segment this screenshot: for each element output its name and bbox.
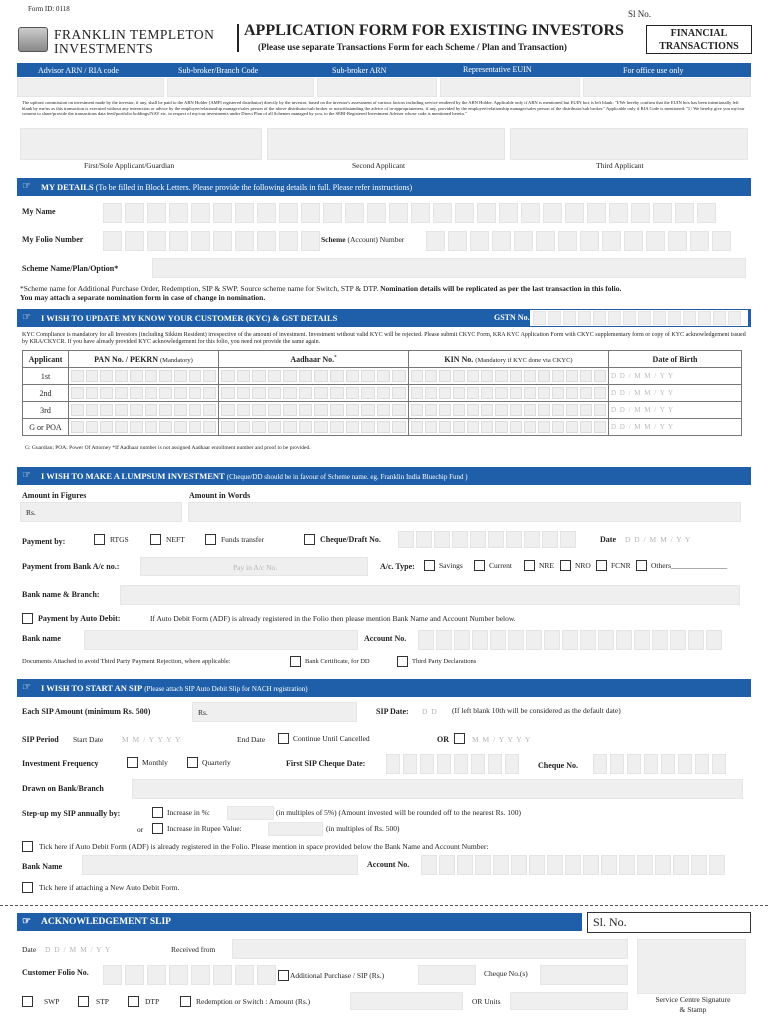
my-details-footnote2: You may attach a separate nomination form in case of change in nomination. [20, 293, 266, 302]
scheme-plan-field[interactable] [152, 258, 746, 278]
drawn-on-field[interactable] [132, 779, 743, 799]
financial-transactions-box [646, 25, 752, 54]
folio-boxes[interactable] [103, 231, 320, 251]
cut-line [0, 905, 768, 906]
sign-third-field[interactable] [510, 128, 748, 160]
scheme-bold: Scheme [321, 235, 346, 244]
kyc-col-kin-sub: (Mandatory if KYC done via CKYC) [475, 356, 573, 364]
col-subbroker-branch: Sub-broker/Branch Code [178, 66, 259, 75]
folio-label: My Folio Number [22, 235, 84, 244]
swp-checkbox[interactable] [22, 996, 33, 1007]
my-details-footnote1 [20, 284, 621, 293]
pay-account-placeholder: Pay in A/c No. [233, 563, 278, 572]
subbroker-arn-field[interactable] [317, 78, 437, 97]
sip-cheque-no-label: Cheque No. [538, 761, 579, 770]
col-euin: Representative EUIN [463, 65, 532, 74]
increase-pct-note: (in multiples of 5%) (Amount invested will be rounded off to the nearest Rs. 100) [276, 808, 522, 817]
kyc-note: KYC Compliance is mandatory for all Investors (including Sikkim Resident) irrespective of the amount of investment. Investment without valid KYC will be rejected. Please submit CKYC Form, KRA KYC Application Form with CKYC supplementary form or copy of KYC acknowledgement issued by KRA/CKYCR. If you have already provided KYC acknowledgement for this folio, you need not provide the same again. [22, 332, 746, 345]
col-subbroker-arn: Sub-broker ARN [332, 66, 387, 75]
sip-period-label: SIP Period [22, 735, 59, 744]
amount-words-field[interactable] [188, 502, 741, 522]
sip-note: (Please attach SIP Auto Debit Slip for NACH registration) [144, 685, 308, 693]
my-details-note: (To be filled in Block Letters. Please provide the following details in full. Please refer instructions) [95, 183, 413, 192]
increase-pct-label: Increase in %: [167, 808, 210, 817]
monthly-label: Monthly [142, 758, 168, 767]
gstn-boxes[interactable] [533, 311, 741, 325]
kin-field[interactable] [409, 402, 609, 419]
kyc-col-kin-text: KIN No. [444, 354, 474, 364]
current-checkbox[interactable] [474, 560, 485, 571]
bank-name-field[interactable] [84, 630, 358, 650]
monthly-checkbox[interactable] [127, 757, 138, 768]
sip-bank-name-field[interactable] [82, 855, 358, 875]
bank-cert-label: Bank Certificate, for DD [305, 658, 370, 665]
ack-folio-label: Customer Folio No. [22, 968, 89, 977]
my-details-header [17, 178, 751, 196]
ac-type-label: A/c. Type: [380, 562, 415, 571]
auto-debit-note: If Auto Debit Form (ADF) is already registered in the Folio then please mention Bank Name and Account Number below. [150, 614, 516, 623]
kyc-title: I WISH TO UPDATE MY KNOW YOUR CUSTOMER (KYC) & GST DETAILS [41, 313, 338, 323]
sign-third-label: Third Applicant [596, 161, 644, 170]
dob-field[interactable]: D D / M M / Y Y [609, 385, 742, 402]
kyc-row-label: 2nd [23, 385, 69, 402]
kyc-row-label: 3rd [23, 402, 69, 419]
auto-debit-label: Payment by Auto Debit: [38, 614, 121, 623]
quarterly-checkbox[interactable] [187, 757, 198, 768]
sip-date-note: (If left blank 10th will be considered as the default date) [452, 706, 621, 715]
pan-field[interactable] [69, 402, 219, 419]
continue-until-checkbox[interactable] [278, 733, 289, 744]
sign-second-field[interactable] [267, 128, 505, 160]
fcnr-checkbox[interactable] [596, 560, 607, 571]
scheme-rest: (Account) Number [345, 235, 405, 244]
sip-start-field[interactable]: M M / Y Y Y Y [122, 735, 182, 744]
sip-end-field[interactable]: M M / Y Y Y Y [472, 735, 532, 744]
broker-disclaimer: The upfront commission on investment made by the investor, if any, shall be paid to the ARN Holder (AMFI registered distributor) directly by the investor, based on the investor's assessment of various factors including service rendered by the ARN Holder. Applicable only if ARN is mentioned but EUIN box is left blank: "I/We hereby confirm that the EUIN box has been intentionally left blank by me/us as this transaction is executed without any interaction or advice by the employee/relationship manager/sales person of the above distributor/sub broker or notwithstanding the advice of in-appropriateness, if any, provided by the employee/relationship manager/sales person of the distributor/sub broker." Applicable only if RIA Code is mentioned: "I / We hereby give you my/our consent to share/provide the transactions data feed/portfolio holdings/NAV etc. in respect of my/our investments under Direct Plan of all Schemes managed by you, to the SEBI-Registered Investment Adviser whose code is mentioned herein." [22, 100, 745, 117]
redemption-label: Redemption or Switch : Amount (Rs.) [196, 997, 311, 1006]
first-cheque-date-boxes[interactable] [386, 754, 519, 774]
increase-pct-field[interactable] [227, 806, 274, 820]
advisor-arn-field[interactable] [17, 78, 164, 97]
stepup-label: Step-up my SIP annually by: [22, 809, 121, 818]
sign-first-label: First/Sole Applicant/Guardian [84, 161, 175, 170]
stp-checkbox[interactable] [78, 996, 89, 1007]
kyc-row-label: 1st [23, 368, 69, 385]
kyc-col-pan-text: PAN No. / PEKRN [94, 354, 158, 364]
hand-pointer-icon: ☞ [22, 682, 31, 693]
redemption-checkbox[interactable] [180, 996, 191, 1007]
service-centre-label [644, 995, 742, 1015]
ack-folio-boxes[interactable] [103, 965, 276, 985]
increase-rs-field[interactable] [268, 822, 323, 836]
my-name-label: My Name [22, 207, 56, 216]
amount-figures-label: Amount in Figures [22, 491, 87, 500]
frequency-label: Investment Frequency [22, 759, 99, 768]
lumpsum-note: (Cheque/DD should be in favour of Scheme name. eg. Franklin India Bluechip Fund ) [226, 473, 468, 481]
others-label: Others_______________ [651, 561, 728, 570]
table-row [23, 402, 742, 419]
lumpsum-title: I WISH TO MAKE A LUMPSUM INVESTMENT [41, 471, 225, 481]
nro-checkbox[interactable] [560, 560, 571, 571]
rs-prefix: Rs. [26, 508, 36, 517]
savings-label: Savings [439, 561, 463, 570]
hand-pointer-icon: ☞ [22, 181, 31, 192]
adf-registered-label: Tick here if Auto Debit Form (ADF) is already registered in the Folio. Please mention in space provided below the Bank Name and Account Number: [39, 842, 489, 851]
neft-label: NEFT [166, 535, 185, 544]
table-row [23, 419, 742, 436]
current-label: Current [489, 561, 512, 570]
payment-by-label: Payment by: [22, 537, 66, 546]
my-name-boxes[interactable] [103, 203, 716, 223]
dob-field[interactable]: D D / M M / Y Y [609, 368, 742, 385]
table-row [23, 368, 742, 385]
sl-no-label: Sl No. [628, 9, 652, 19]
rtgs-label: RTGS [110, 535, 129, 544]
sip-cheque-no-boxes[interactable] [593, 754, 726, 774]
hand-pointer-icon: ☞ [22, 470, 31, 481]
kyc-col-aadhaar: Aadhaar No.* [219, 351, 409, 368]
hand-pointer-icon: ☞ [22, 916, 31, 927]
ack-cheque-label: Cheque No.(s) [484, 969, 528, 978]
aadhaar-field[interactable] [219, 419, 409, 436]
logo-emblem-icon [18, 27, 48, 52]
bank-branch-label: Bank name & Branch: [22, 590, 100, 599]
col-advisor-arn: Advisor ARN / RIA code [38, 66, 119, 75]
third-party-label: Third Party Declarations [412, 658, 477, 665]
hand-pointer-icon: ☞ [22, 312, 31, 323]
ack-header [17, 913, 582, 931]
account-no-boxes[interactable] [418, 630, 722, 650]
aadhaar-field[interactable] [219, 385, 409, 402]
addl-purchase-field[interactable] [418, 965, 476, 985]
stp-label: STP [96, 997, 109, 1006]
kyc-col-kin [409, 351, 609, 368]
form-id: Form ID: 0118 [28, 5, 70, 13]
ack-cheque-field[interactable] [540, 965, 628, 985]
amount-words-label: Amount in Words [189, 491, 251, 500]
footnote1-text: *Scheme name for Additional Purchase Order, Redemption, SIP & SWP. Source scheme name for Switch, STP & DTP. [20, 284, 379, 293]
addl-purchase-label: Additional Purchase / SIP (Rs.) [290, 971, 385, 980]
third-party-checkbox[interactable] [397, 656, 408, 667]
aadhaar-field[interactable] [219, 402, 409, 419]
swp-label: SWP [44, 997, 60, 1006]
cheque-checkbox[interactable] [304, 534, 315, 545]
kyc-footnote: G: Guardian; POA: Power Of Attorney *If Aadhaar number is not assigned Aadhaar enrollment number and proof to be provided. [25, 445, 311, 451]
redemption-amount-field[interactable] [350, 992, 463, 1010]
box-line2: TRANSACTIONS [659, 41, 739, 52]
sip-date-label: SIP Date: [376, 707, 409, 716]
cheque-label: Cheque/Draft No. [320, 535, 381, 544]
logo-line2: INVESTMENTS [54, 41, 154, 56]
sip-bank-name-label: Bank Name [22, 862, 63, 871]
or-units-label: OR Units [472, 997, 501, 1006]
gstn-label: GSTN No. [480, 309, 530, 327]
kin-field[interactable] [409, 368, 609, 385]
subbroker-branch-field[interactable] [167, 78, 314, 97]
sip-amount-field[interactable] [192, 702, 357, 722]
cheque-no-boxes[interactable] [398, 531, 576, 548]
quarterly-label: Quarterly [202, 758, 231, 767]
sign-first-field[interactable] [20, 128, 262, 160]
col-office-use: For office use only [623, 66, 684, 75]
nre-checkbox[interactable] [524, 560, 535, 571]
sip-date-field[interactable]: D D [422, 707, 438, 716]
ack-date-label: Date [22, 945, 37, 954]
sip-title: I WISH TO START AN SIP [41, 683, 143, 693]
office-use-field[interactable] [583, 78, 751, 97]
pay-from-label: Payment from Bank A/c no.: [22, 562, 120, 571]
logo-line1: FRANKLIN TEMPLETON [54, 27, 215, 42]
adf-registered-checkbox[interactable] [22, 841, 33, 852]
dtp-checkbox[interactable] [128, 996, 139, 1007]
bank-name-label: Bank name [22, 634, 61, 643]
continue-until-label: Continue Until Cancelled [293, 734, 370, 743]
sip-account-no-boxes[interactable] [421, 855, 725, 875]
box-line1: FINANCIAL [670, 28, 728, 39]
pay-account-field[interactable] [140, 557, 368, 576]
kyc-row-label: G or POA [23, 419, 69, 436]
dtp-label: DTP [145, 997, 160, 1006]
pan-field[interactable] [69, 385, 219, 402]
service-centre-line1: Service Centre Signature [655, 995, 731, 1004]
aadhaar-field[interactable] [219, 368, 409, 385]
increase-rs-note: (in multiples of Rs. 500) [326, 824, 400, 833]
increase-rs-label: Increase in Rupee Value: [167, 824, 242, 833]
service-centre-line2: & Stamp [679, 1005, 707, 1014]
pan-field[interactable] [69, 419, 219, 436]
lumpsum-header [17, 467, 751, 485]
page-title: APPLICATION FORM FOR EXISTING INVESTORS [244, 22, 624, 39]
scheme-plan-label: Scheme Name/Plan/Option* [22, 264, 119, 273]
drawn-on-label: Drawn on Bank/Branch [22, 784, 104, 793]
addl-purchase-checkbox[interactable] [278, 970, 289, 981]
end-date-checkbox[interactable] [454, 733, 465, 744]
received-from-field[interactable] [232, 939, 628, 959]
savings-checkbox[interactable] [424, 560, 435, 571]
auto-debit-checkbox[interactable] [22, 613, 33, 624]
sign-second-label: Second Applicant [352, 161, 406, 170]
kin-field[interactable] [409, 419, 609, 436]
kyc-col-pan-sub: (Mandatory) [160, 356, 193, 364]
sip-header [17, 679, 751, 697]
rtgs-checkbox[interactable] [94, 534, 105, 545]
kin-field[interactable] [409, 385, 609, 402]
kyc-col-dob: Date of Birth [609, 351, 742, 368]
table-row [23, 385, 742, 402]
neft-checkbox[interactable] [150, 534, 161, 545]
first-cheque-date-label: First SIP Cheque Date: [286, 759, 366, 768]
footnote1-bold: Nomination details will be replicated as per the last transaction in this folio. [378, 284, 622, 293]
bank-cert-checkbox[interactable] [290, 656, 301, 667]
ack-date-field[interactable]: D D / M M / Y Y [45, 945, 112, 954]
pan-field[interactable] [69, 368, 219, 385]
funds-transfer-checkbox[interactable] [205, 534, 216, 545]
stepup-or-label: or [137, 825, 144, 834]
dob-field[interactable]: D D / M M / Y Y [609, 419, 742, 436]
bank-branch-field[interactable] [120, 585, 740, 605]
scheme-account-label [321, 235, 404, 244]
sip-start-label: Start Date [73, 735, 104, 744]
received-from-label: Received from [171, 945, 216, 954]
units-field[interactable] [510, 992, 628, 1010]
page-subtitle: (Please use separate Transactions Form for each Scheme / Plan and Transaction) [258, 42, 567, 52]
euin-field[interactable] [440, 78, 580, 97]
scheme-account-boxes[interactable] [426, 231, 731, 251]
sip-or-label: OR [437, 735, 449, 744]
amount-figures-field[interactable] [20, 502, 182, 522]
ack-title: ACKNOWLEDGEMENT SLIP [41, 917, 171, 927]
nro-label: NRO [575, 561, 591, 570]
service-centre-stamp-field[interactable] [637, 939, 746, 994]
sip-amount-label: Each SIP Amount (minimum Rs. 500) [22, 707, 151, 716]
funds-transfer-label: Funds transfer [221, 535, 265, 544]
account-no-label: Account No. [364, 634, 407, 643]
kyc-col-aadhaar-text: Aadhaar No. [290, 354, 335, 364]
nre-label: NRE [539, 561, 554, 570]
my-details-title: MY DETAILS [41, 182, 94, 192]
new-adf-label: Tick here if attaching a New Auto Debit Form. [39, 883, 180, 892]
sip-account-no-label: Account No. [367, 860, 410, 869]
date-field[interactable]: D D / M M / Y Y [625, 535, 692, 544]
kyc-table [22, 350, 742, 436]
new-adf-checkbox[interactable] [22, 882, 33, 893]
kyc-col-pan [69, 351, 219, 368]
sip-end-label: End Date [237, 735, 266, 744]
kyc-col-applicant: Applicant [23, 351, 69, 368]
increase-rs-checkbox[interactable] [152, 823, 163, 834]
dob-field[interactable]: D D / M M / Y Y [609, 402, 742, 419]
sip-rs-prefix: Rs. [198, 708, 208, 717]
others-checkbox[interactable] [636, 560, 647, 571]
increase-pct-checkbox[interactable] [152, 807, 163, 818]
ack-sl-no: Sl. No. [587, 912, 751, 933]
date-label: Date [600, 535, 616, 544]
docs-label: Documents Attached to avoid Third Party Payment Rejection, where applicable: [22, 658, 231, 665]
fcnr-label: FCNR [611, 561, 631, 570]
